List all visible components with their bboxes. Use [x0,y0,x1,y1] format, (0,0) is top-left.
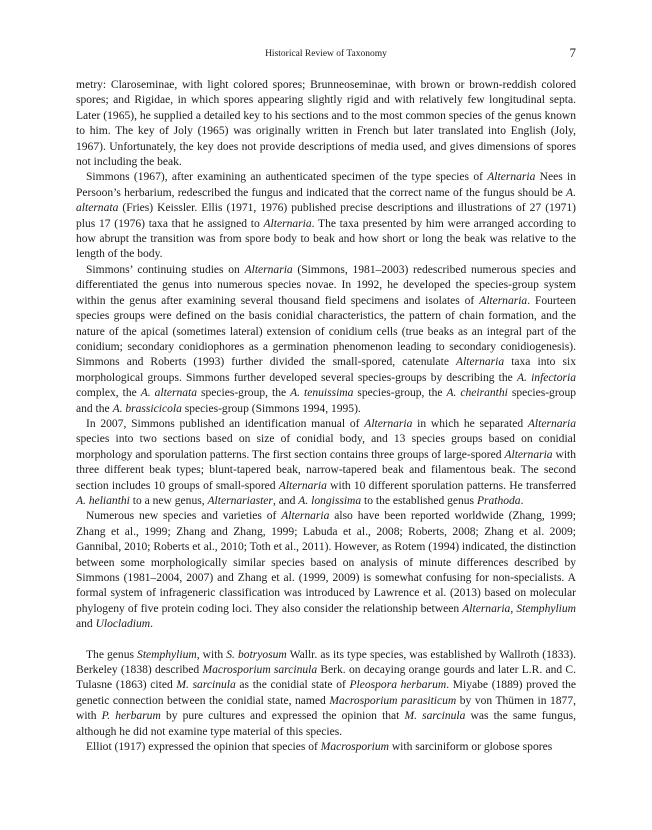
text-run: , with [196,648,227,661]
text-run: (Simmons, 1981–2003) redescribed numerous species and differentiated the genus into numerous species novae. In 1992, he developed the species-group system within the genus after examining several thousand field specimens and isolates of [76,263,577,307]
text-run: . Miyabe (1889) proved the genetic connection between the conidial state, named [76,679,576,707]
italic-term: Alternaria [504,448,553,461]
text-run: complex, the [76,387,141,400]
italic-term: A. infectoria [516,371,576,384]
italic-term: Alternaria [263,217,312,230]
italic-term: Stemphylium [137,648,197,661]
text-run: with sarciniform or globose spores [388,741,553,754]
italic-term: A. alternata [140,387,197,400]
text-run: , [510,602,517,615]
italic-term: A. tenuissima [290,387,354,400]
italic-term: A. brassicicola [112,402,182,415]
text-run: Nees in Persoon’s herbarium, redescribed the fungus and indicated that the correct name of the fungus should be [76,171,576,199]
italic-term: Stemphylium [516,602,576,615]
text-run: species-group, the [353,387,447,400]
italic-term: Alternariaster [207,494,273,507]
text-run: Wallr. as its type species, was established by Wallroth (1833). Berkeley (1838) described [76,648,576,677]
italic-term: Prathoda [476,494,521,507]
italic-term: S. botryosum [226,648,287,661]
text-run: The genus [86,648,138,661]
text-run: species into two sections based on size of conidial body, and 13 species groups based on conidial morphology and sporulation patterns. The first section contains three groups of large-spored [76,433,576,461]
text-run: , and [272,494,299,507]
text-run: in which he separated [412,417,528,430]
body-text [76,78,576,755]
text-run: with three different beak types; blunt-tapered beak, narrow-tapered beak and filamentous beak. The second section includes 10 groups of small-spored [76,448,577,492]
italic-term: A. helianthi [76,494,130,507]
italic-term: Alternaria [487,171,536,184]
paragraph [76,170,576,262]
running-title: Historical Review of Taxonomy [265,49,387,59]
text-run: with 10 different sporulation patterns. He transferred [326,479,576,492]
text-run: species-group and the [76,387,576,415]
paragraph [76,78,576,170]
italic-term: Alternaria [456,356,505,369]
italic-term: Alternaria [527,417,576,430]
italic-term: M. sarcinula [176,679,236,692]
italic-term: Alternaria [462,602,511,615]
paragraph [76,740,576,755]
text-run: Numerous new species and varieties of [86,510,282,523]
text-run: metry: Claroseminae, with light colored spores; Brunneoseminae, with brown or brown-reddish colored spores; and Rigidae, in which spores appearing slightly rigid and with relatively few longitudinal septa. Later (1965), he supplied a detailed key to his sections and to the most common species of the genus known to him. The key of Joly (1965) was originally written in French but later translated into English (Joly, 1967). Unfortunately, the key does not provide descriptions of media used, and gives dimensions of spores not including the beak. [76,79,576,169]
text-run: also have been reported worldwide (Zhang, 1999; Zhang et al., 1999; Zhang and Zhang, 1999; Labuda et al., 2008; Roberts, 2008; Zhang et al. 2009; Gannibal, 2010; Roberts et al., 2010; Toth et al., 2011). However, as Rotem (1994) indicated, the distinction between some morphologically similar species based on analysis of minute differences described by Simmons (1981–2004, 2007) and Zhang et al. (1999, 2009) is somewhat confusing for non-specialists. A formal system of infrageneric classification was introduced by Lawrence et al. (2013) based on molecular phylogeny of five protein coding loci. They also consider the relationship between [76,510,576,615]
text-run: . [520,494,524,507]
text-run: Simmons (1967), after examining an authenticated specimen of the type species of [86,171,488,184]
text-run: by von Thümen in 1877, with [76,694,576,723]
text-run: was the same fungus, although he did not examine type material of this species. [76,710,577,738]
italic-term: P. herbarum [101,710,161,723]
italic-term: M. sarcinula [404,710,466,723]
text-run: as the conidial state of [235,679,350,692]
italic-term: Macrosporium [320,741,389,754]
text-run: species-group, the [197,387,291,400]
italic-term: A. alternata [76,186,576,215]
text-run: (Fries) Keissler. Ellis (1971, 1976) published precise descriptions and illustrations of 27 (1971) plus 17 (1976) taxa that he assigned to [76,202,576,230]
text-run: species-group (Simmons 1994, 1995). [181,402,361,415]
italic-term: Ulocladium [95,618,151,631]
text-run: to the established genus [361,494,477,507]
running-header [76,46,576,62]
text-run: by pure cultures and expressed the opinion that [160,710,405,723]
italic-term: Alternaria [281,510,330,523]
text-run: . The taxa presented by him were arranged according to how abrupt the transition was from spore body to beak and how short or long the beak was relative to the length of the body. [76,217,576,261]
italic-term: Alternaria [244,263,293,276]
text-run: Elliot (1917) expressed the opinion that species of [86,741,321,754]
italic-term: Alternaria [364,417,413,430]
paragraph [76,263,576,417]
italic-term: A. longissima [298,494,362,507]
text-run: and [76,618,96,631]
text-run: . [150,618,153,631]
italic-term: A. cheiranthi [446,387,508,400]
paragraph [76,509,576,632]
text-run: to a new genus, [129,494,208,507]
italic-term: Macrosporium parasiticum [329,694,457,707]
italic-term: Alternaria [479,294,528,307]
text-run: taxa into six morphological groups. Simmons further developed several species-groups by describing the [76,356,576,384]
paragraph [76,648,576,740]
text-run: Berk. on decaying orange gourds and later L.R. and C. Tulasne (1863) cited [76,664,576,692]
italic-term: Alternaria [278,479,327,492]
paragraph [76,417,576,509]
text-run: In 2007, Simmons published an identification manual of [86,417,365,430]
text-run: Simmons’ continuing studies on [86,263,245,276]
text-run: . Fourteen species groups were defined on the basis conidial characteristics, the pattern of chain formation, and the nature of the apical (sometimes lateral) extension of conidium cells (true beaks as an integral part of the conidium; secondary conidiophores as a germination phenomenon leading to secondary conidiogenesis). Simmons and Roberts (1993) further divided the small-spored, catenulate [76,294,576,369]
page-number: 7 [569,45,576,60]
italic-term: Pleospora herbarum [349,679,447,692]
italic-term: Macrosporium sarcinula [202,664,318,677]
